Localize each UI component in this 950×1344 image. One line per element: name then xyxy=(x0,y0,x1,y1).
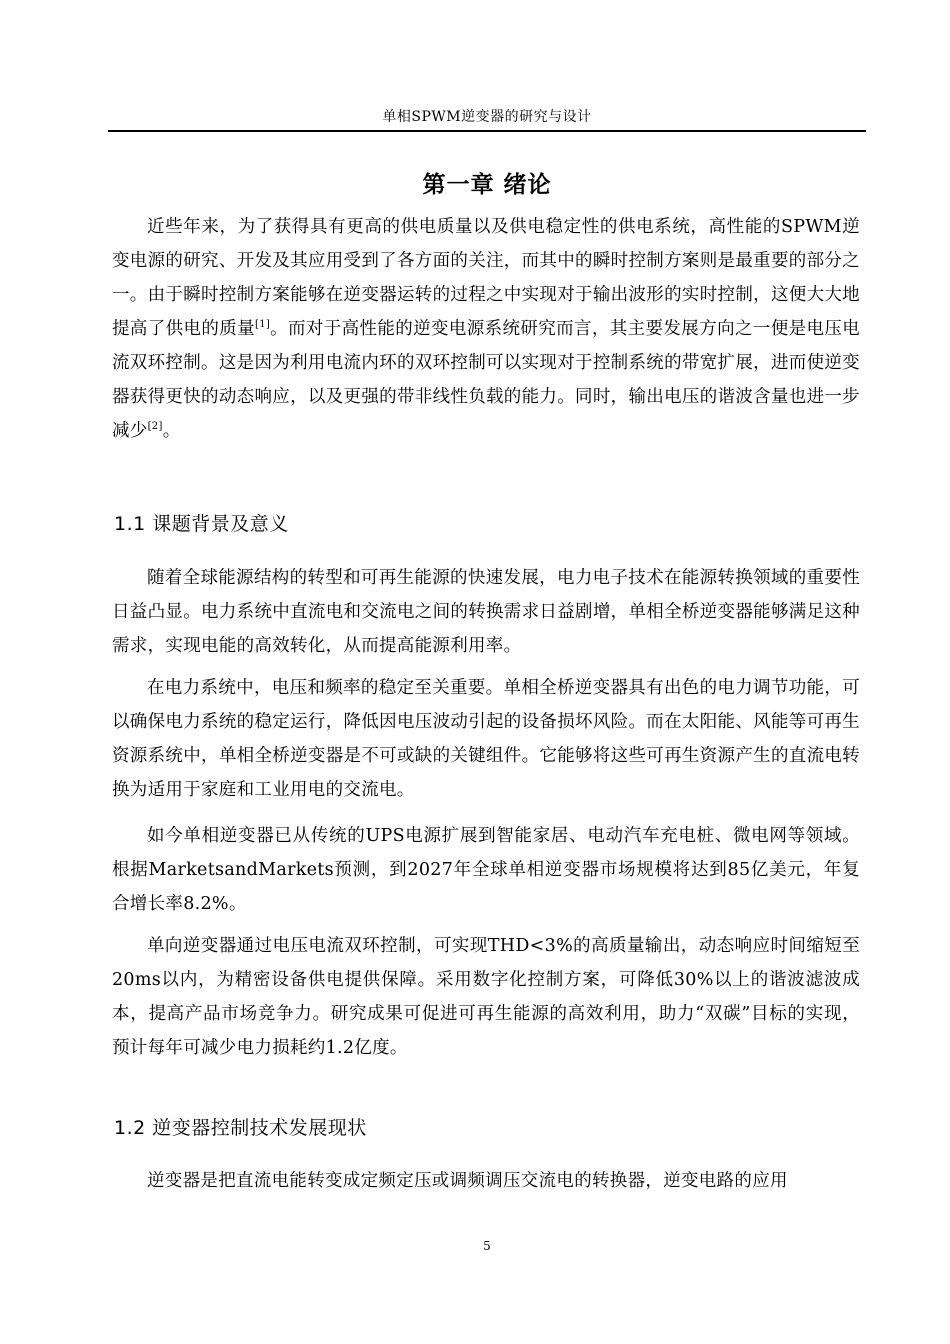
page-number: 5 xyxy=(483,1239,491,1253)
section-1-1-paragraph-3: 如今单相逆变器已从传统的UPS电源扩展到智能家居、电动汽车充电桩、微电网等领域。根据MarketsandMarkets预测，到2027年全球单相逆变器市场规模将达到85亿美元，年复合增长率8.2%。 xyxy=(112,826,860,914)
intro-text-c: 。 xyxy=(162,421,181,441)
section-1-1-paragraph-2: 在电力系统中，电压和频率的稳定至关重要。单相全桥逆变器具有出色的电力调节功能，可以确保电力系统的稳定运行，降低因电压波动引起的设备损坏风险。而在太阳能、风能等可再生资源系统中，单相全桥逆变器是不可或缺的关键组件。它能够将这些可再生资源产生的直流电转换为适用于家庭和工业用电的交流电。 xyxy=(112,678,860,800)
citation-1[interactable]: [1] xyxy=(255,319,271,330)
header-rule xyxy=(108,130,866,132)
section-1-1-title: 1.1 课题背景及意义 xyxy=(114,513,289,535)
section-1-1-paragraph-1: 随着全球能源结构的转型和可再生能源的快速发展，电力电子技术在能源转换领域的重要性日益凸显。电力系统中直流电和交流电之间的转换需求日益剧增，单相全桥逆变器能够满足这种需求，实现电能的高效转化，从而提高能源利用率。 xyxy=(112,568,860,656)
running-header: 单相SPWM逆变器的研究与设计 xyxy=(382,109,592,125)
section-1-2-paragraph-1: 逆变器是把直流电能转变成定频定压或调频调压交流电的转换器，逆变电路的应用 xyxy=(147,1171,788,1191)
intro-paragraph xyxy=(112,210,860,448)
section-1-1-paragraph-4: 单向逆变器通过电压电流双环控制，可实现THD<3%的高质量输出，动态响应时间缩短至20ms以内，为精密设备供电提供保障。采用数字化控制方案，可降低30%以上的谐波滤波成本，提高产品市场竞争力。研究成果可促进可再生能源的高效利用，助力“双碳”目标的实现，预计每年可减少电力损耗约1.2亿度。 xyxy=(112,936,860,1058)
citation-2[interactable]: [2] xyxy=(147,421,163,432)
intro-text-b: 。而对于高性能的逆变电源系统研究而言，其主要发展方向之一便是电压电流双环控制。这是因为利用电流内环的双环控制可以实现对于控制系统的带宽扩展，进而使逆变器获得更快的动态响应，以及更强的带非线性负载的能力。同时，输出电压的谐波含量也进一步减少 xyxy=(112,319,860,441)
intro-text-a: 近些年来，为了获得具有更高的供电质量以及供电稳定性的供电系统，高性能的SPWM逆变电源的研究、开发及其应用受到了各方面的关注，而其中的瞬时控制方案则是最重要的部分之一。由于瞬时控制方案能够在逆变器运转的过程之中实现对于输出波形的实时控制，这便大大地提高了供电的质量 xyxy=(112,217,860,339)
section-1-2-title: 1.2 逆变器控制技术发展现状 xyxy=(114,1117,367,1139)
chapter-title: 第一章 绪论 xyxy=(422,172,552,198)
